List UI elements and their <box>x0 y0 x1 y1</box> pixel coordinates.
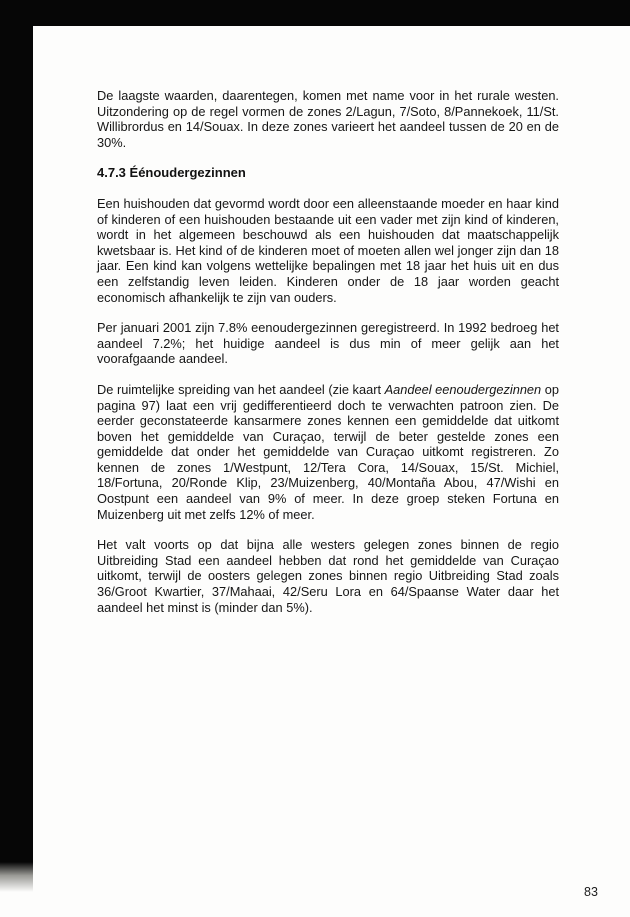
page-body-text <box>97 88 559 630</box>
paragraph-uitbreiding-stad: Het valt voorts op dat bijna alle westers gelegen zones binnen de regio Uitbreiding Stad een aandeel hebben dat rond het gemiddelde van Curaçao uitkomt, terwijl de oosters gelegen zones binnen regio Uitbreiding Stad zoals 36/Groot Kwartier, 37/Mahaai, 42/Seru Lora en 64/Spaanse Water daar het aandeel het minst is (minder dan 5%). <box>97 537 559 615</box>
paragraph-spatial-distribution <box>97 382 559 522</box>
paragraph-registration-share: Per januari 2001 zijn 7.8% eenoudergezinnen geregistreerd. In 1992 bedroeg het aandeel 7.2%; het huidige aandeel is dus min of meer gelijk aan het voorafgaande aandeel. <box>97 320 559 367</box>
page-number: 83 <box>584 885 598 899</box>
paragraph-household-definition: Een huishouden dat gevormd wordt door een alleenstaande moeder en haar kind of kinderen of een huishouden bestaande uit een vader met zijn kind of kinderen, wordt in het algemeen beschouwd als een huishouden dat maatschappelijk kwetsbaar is. Het kind of de kinderen moet of moeten allen wel jonger zijn dan 18 jaar. Een kind kan volgens wettelijke bepalingen met 18 jaar het huis uit en dus een zelfstandig leven leiden. Kinderen onder de 18 jaar worden geacht economisch afhankelijk te zijn van ouders. <box>97 195 559 305</box>
scan-edge-left-fade <box>0 862 33 892</box>
paragraph-spatial-distribution-before: De ruimtelijke spreiding van het aandeel (zie kaart <box>97 381 385 397</box>
paragraph-lowest-values: De laagste waarden, daarentegen, komen met name voor in het rurale westen. Uitzondering op de regel vormen de zones 2/Lagun, 7/Soto, 8/Pannekoek, 11/St. Willibrordus en 14/Souax. In deze zones varieert het aandeel tussen de 20 en de 30%. <box>97 88 559 150</box>
section-heading: 4.7.3 Éénoudergezinnen <box>97 165 246 181</box>
scan-edge-top <box>0 0 630 26</box>
map-title-reference: Aandeel eenoudergezinnen <box>384 381 542 397</box>
paragraph-spatial-distribution-after: op pagina 97) laat een vrij gedifferentieerd doch te verwachten patroon zien. De eerder geconstateerde kansarmere zones kennen een gemiddelde dat uitkomt boven het gemiddelde van Curaçao, terwijl de beter gestelde zones een gemiddelde dat onder het gemiddelde van Curaçao uitkomt registreren. Zo kennen de zones 1/Westpunt, 12/Tera Cora, 14/Souax, 15/St. Michiel, 18/Fortuna, 20/Ronde Klip, 23/Muizenberg, 40/Montaña Abou, 47/Wishi en Oostpunt een aandeel van 9% of meer. In deze groep steken Fortuna en Muizenberg uit met zelfs 12% of meer. <box>97 381 559 522</box>
scan-edge-left <box>0 0 33 862</box>
